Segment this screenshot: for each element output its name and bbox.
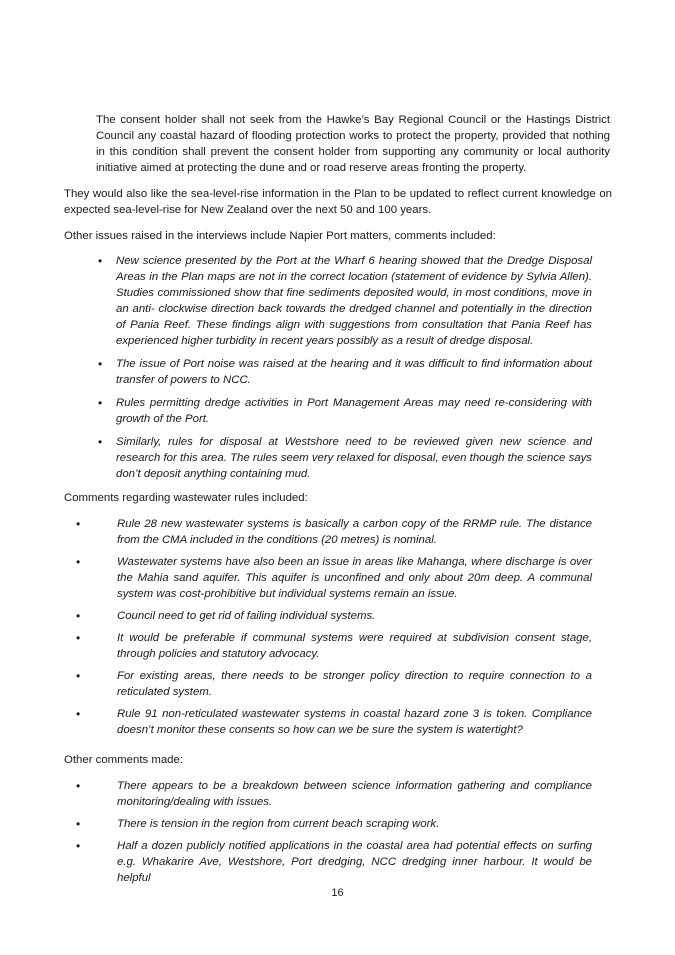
list-item-text: The issue of Port noise was raised at the hearing and it was difficult to find information about transfer of powers to NCC. bbox=[116, 358, 592, 386]
list-item bbox=[76, 816, 592, 832]
list-item bbox=[76, 778, 592, 810]
bullet-icon: • bbox=[76, 631, 81, 645]
port-issues-list bbox=[96, 253, 592, 482]
list-item-text: For existing areas, there needs to be stronger policy direction to require connection to a reticulated system. bbox=[117, 670, 592, 698]
bullet-icon: • bbox=[76, 669, 81, 683]
list-item-text: Rule 28 new wastewater systems is basically a carbon copy of the RRMP rule. The distance from the CMA included in the conditions (20 metres) is nominal. bbox=[117, 518, 592, 546]
wastewater-intro: Comments regarding wastewater rules included: bbox=[64, 492, 308, 504]
list-item bbox=[96, 395, 592, 427]
sea-level-rise-paragraph: They would also like the sea-level-rise information in the Plan to be updated to reflect current knowledge on expected sea-level-rise for New Zealand over the next 50 and 100 years. bbox=[64, 188, 612, 216]
other-comments-intro: Other comments made: bbox=[64, 754, 184, 766]
list-item bbox=[96, 356, 592, 388]
list-item bbox=[96, 434, 592, 482]
bullet-icon: • bbox=[98, 357, 103, 371]
bullet-icon: • bbox=[76, 707, 81, 721]
bullet-icon: • bbox=[76, 609, 81, 623]
list-item bbox=[76, 516, 592, 548]
bullet-icon: • bbox=[76, 517, 81, 531]
list-item-text: Council need to get rid of failing individual systems. bbox=[117, 610, 376, 622]
list-item-text: New science presented by the Port at the Wharf 6 hearing showed that the Dredge Disposal Areas in the Plan maps are not in the correct location (statement of evidence by Sylvia Allen). Studies commissioned show that fine sediments deposited would, in most conditions, move in an anti- clockwise direction back towards the dredged channel and potentially in the direction of Pania Reef. These findings align with suggestions from consultation that Pania Reef has experienced higher turbidity in recent years possibly as a result of dredge disposal. bbox=[116, 255, 592, 347]
wastewater-comments-list bbox=[76, 516, 592, 738]
bullet-icon: • bbox=[98, 435, 103, 449]
bullet-icon: • bbox=[98, 254, 103, 268]
list-item-text: Rules permitting dredge activities in Port Management Areas may need re-considering with growth of the Port. bbox=[116, 397, 592, 425]
other-comments-list bbox=[76, 778, 592, 886]
bullet-icon: • bbox=[76, 839, 81, 853]
list-item-text: Rule 91 non-reticulated wastewater systems in coastal hazard zone 3 is token. Compliance doesn’t monitor these consents so how can we be sure the system is watertight? bbox=[117, 708, 592, 736]
list-item-text: There appears to be a breakdown between science information gathering and compliance monitoring/dealing with issues. bbox=[117, 780, 592, 808]
list-item bbox=[96, 253, 592, 349]
list-item bbox=[76, 608, 592, 624]
bullet-icon: • bbox=[98, 396, 103, 410]
list-item bbox=[76, 554, 592, 602]
list-item bbox=[76, 668, 592, 700]
list-item-text: Half a dozen publicly notified applications in the coastal area had potential effects on surfing e.g. Whakarire Ave, Westshore, Port dredging, NCC dredging inner harbour. It would be helpful bbox=[117, 840, 592, 884]
list-item-text: It would be preferable if communal systems were required at subdivision consent stage, through policies and statutory advocacy. bbox=[117, 632, 592, 660]
list-item bbox=[76, 838, 592, 886]
page-number: 16 bbox=[331, 887, 344, 899]
list-item-text: There is tension in the region from current beach scraping work. bbox=[117, 818, 440, 830]
bullet-icon: • bbox=[76, 817, 81, 831]
other-issues-intro: Other issues raised in the interviews include Napier Port matters, comments included: bbox=[64, 230, 496, 242]
bullet-icon: • bbox=[76, 555, 81, 569]
list-item-text: Wastewater systems have also been an issue in areas like Mahanga, where discharge is over the Mahia sand aquifer. This aquifer is unconfined and only about 20m deep. A communal system was cost-prohibitive but individual systems remain an issue. bbox=[117, 556, 592, 600]
list-item-text: Similarly, rules for disposal at Westshore need to be reviewed given new science and research for this area. The rules seem very relaxed for disposal, even though the science says don’t deposit anything containing mud. bbox=[116, 436, 592, 480]
list-item bbox=[76, 706, 592, 738]
consent-condition-quote: The consent holder shall not seek from the Hawke’s Bay Regional Council or the Hastings District Council any coastal hazard of flooding protection works to protect the property, provided that nothing in this condition shall prevent the consent holder from supporting any community or local authority initiative aimed at protecting the dune and or road reserve areas fronting the property. bbox=[96, 114, 610, 174]
list-item bbox=[76, 630, 592, 662]
bullet-icon: • bbox=[76, 779, 81, 793]
